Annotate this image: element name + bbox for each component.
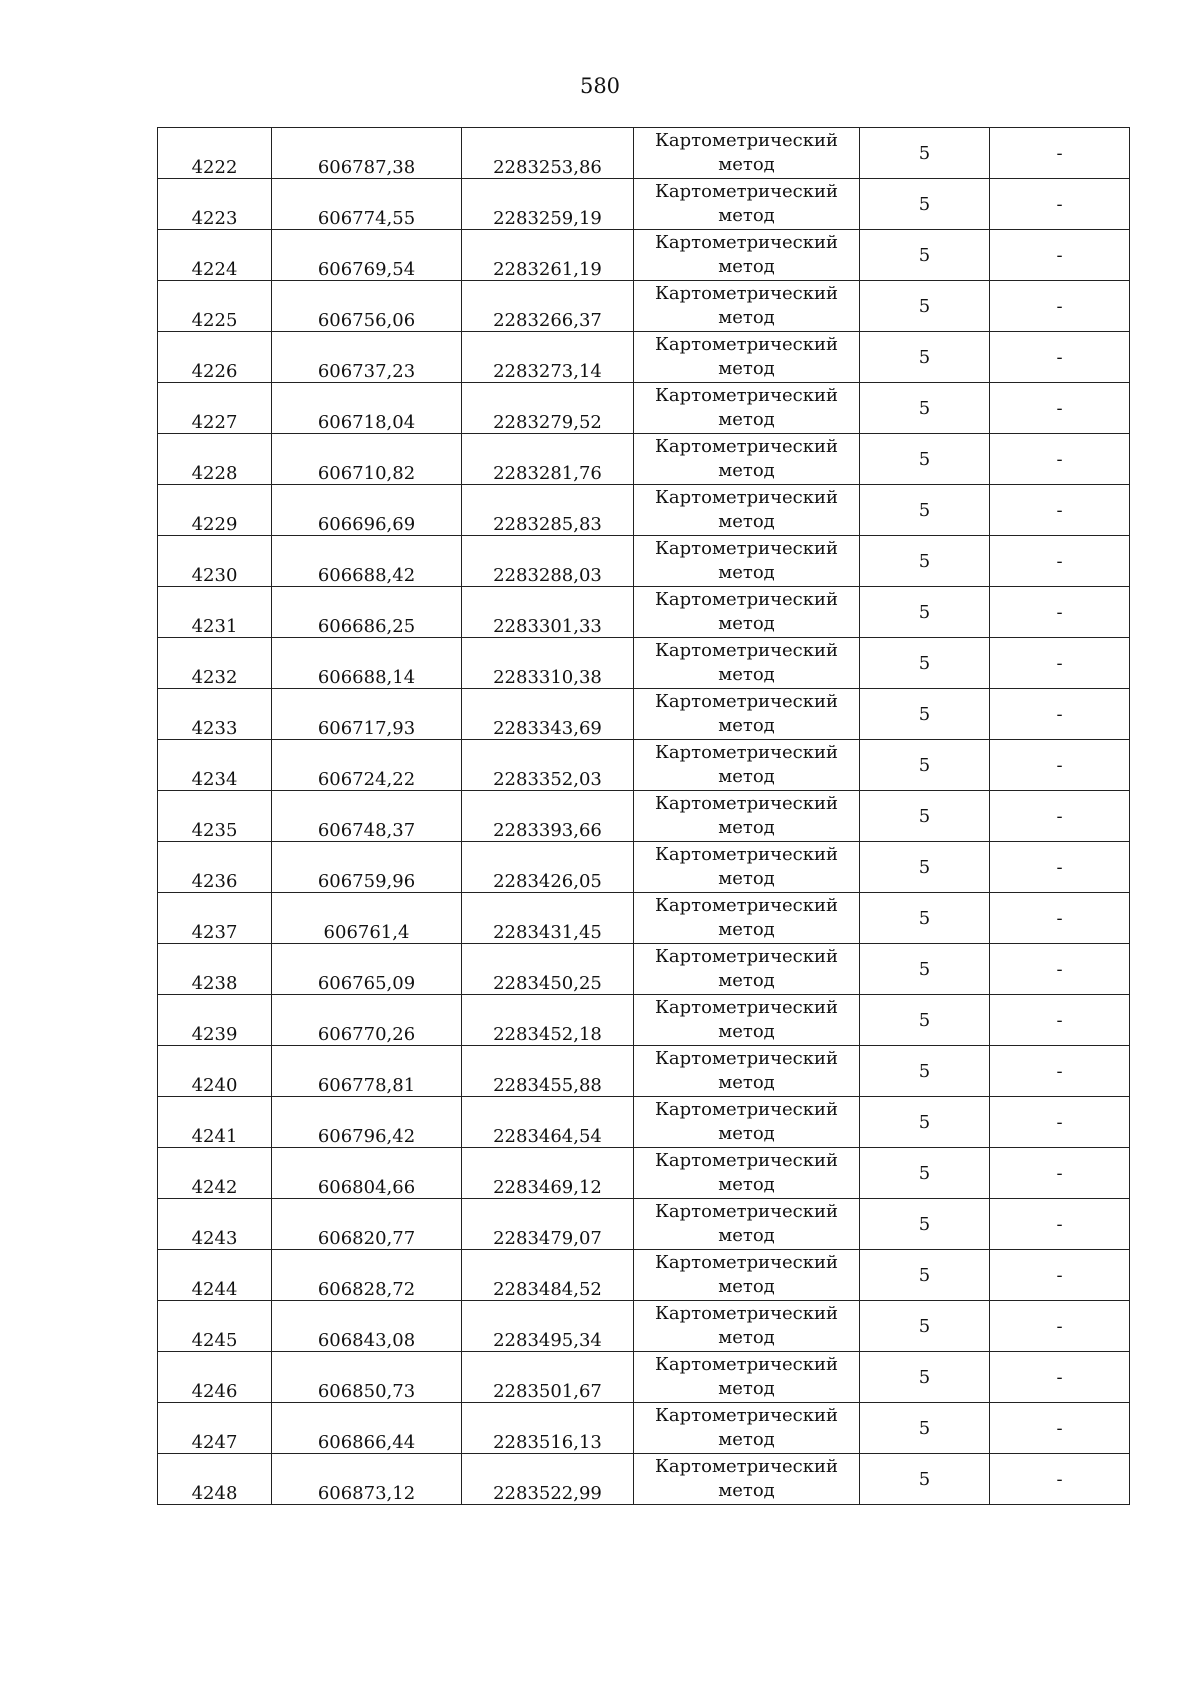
accuracy-cell: 5 bbox=[860, 587, 990, 638]
y-coordinate-cell: 2283310,38 bbox=[462, 638, 634, 689]
method-cell bbox=[634, 587, 860, 638]
method-cell bbox=[634, 893, 860, 944]
table-row bbox=[158, 383, 1130, 434]
x-coordinate-cell: 606710,82 bbox=[272, 434, 462, 485]
table-row bbox=[158, 128, 1130, 179]
method-line-2: метод bbox=[718, 1021, 775, 1042]
x-coordinate-cell: 606820,77 bbox=[272, 1199, 462, 1250]
table-row bbox=[158, 689, 1130, 740]
x-coordinate-cell: 606737,23 bbox=[272, 332, 462, 383]
y-coordinate-cell: 2283426,05 bbox=[462, 842, 634, 893]
y-coordinate-cell: 2283450,25 bbox=[462, 944, 634, 995]
method-line-1: Картометрический bbox=[655, 1405, 838, 1426]
accuracy-cell: 5 bbox=[860, 740, 990, 791]
method-cell bbox=[634, 485, 860, 536]
x-coordinate-cell: 606724,22 bbox=[272, 740, 462, 791]
table-row bbox=[158, 1352, 1130, 1403]
point-number-cell: 4238 bbox=[158, 944, 272, 995]
y-coordinate-cell: 2283273,14 bbox=[462, 332, 634, 383]
method-line-2: метод bbox=[718, 919, 775, 940]
accuracy-cell: 5 bbox=[860, 434, 990, 485]
method-line-1: Картометрический bbox=[655, 1456, 838, 1477]
note-cell: - bbox=[990, 995, 1130, 1046]
method-cell bbox=[634, 128, 860, 179]
table-row bbox=[158, 485, 1130, 536]
accuracy-cell: 5 bbox=[860, 1301, 990, 1352]
method-line-2: метод bbox=[718, 715, 775, 736]
x-coordinate-cell: 606688,42 bbox=[272, 536, 462, 587]
table-row bbox=[158, 791, 1130, 842]
x-coordinate-cell: 606850,73 bbox=[272, 1352, 462, 1403]
note-cell: - bbox=[990, 230, 1130, 281]
method-line-1: Картометрический bbox=[655, 1150, 838, 1171]
method-line-2: метод bbox=[718, 562, 775, 583]
method-line-2: метод bbox=[718, 154, 775, 175]
accuracy-cell: 5 bbox=[860, 1097, 990, 1148]
method-cell bbox=[634, 740, 860, 791]
accuracy-cell: 5 bbox=[860, 944, 990, 995]
method-line-2: метод bbox=[718, 970, 775, 991]
table-row bbox=[158, 995, 1130, 1046]
method-line-1: Картометрический bbox=[655, 742, 838, 763]
x-coordinate-cell: 606828,72 bbox=[272, 1250, 462, 1301]
method-line-1: Картометрический bbox=[655, 1099, 838, 1120]
method-cell bbox=[634, 689, 860, 740]
method-line-2: метод bbox=[718, 409, 775, 430]
x-coordinate-cell: 606796,42 bbox=[272, 1097, 462, 1148]
accuracy-cell: 5 bbox=[860, 791, 990, 842]
note-cell: - bbox=[990, 1097, 1130, 1148]
note-cell: - bbox=[990, 740, 1130, 791]
point-number-cell: 4228 bbox=[158, 434, 272, 485]
y-coordinate-cell: 2283495,34 bbox=[462, 1301, 634, 1352]
accuracy-cell: 5 bbox=[860, 332, 990, 383]
method-line-2: метод bbox=[718, 358, 775, 379]
note-cell: - bbox=[990, 1046, 1130, 1097]
accuracy-cell: 5 bbox=[860, 1352, 990, 1403]
y-coordinate-cell: 2283288,03 bbox=[462, 536, 634, 587]
y-coordinate-cell: 2283501,67 bbox=[462, 1352, 634, 1403]
note-cell: - bbox=[990, 332, 1130, 383]
method-cell bbox=[634, 383, 860, 434]
method-line-2: метод bbox=[718, 256, 775, 277]
note-cell: - bbox=[990, 1352, 1130, 1403]
method-cell bbox=[634, 434, 860, 485]
method-line-1: Картометрический bbox=[655, 181, 838, 202]
y-coordinate-cell: 2283464,54 bbox=[462, 1097, 634, 1148]
accuracy-cell: 5 bbox=[860, 281, 990, 332]
note-cell: - bbox=[990, 383, 1130, 434]
method-cell bbox=[634, 1097, 860, 1148]
method-line-1: Картометрический bbox=[655, 1201, 838, 1222]
note-cell: - bbox=[990, 1301, 1130, 1352]
method-line-2: метод bbox=[718, 1429, 775, 1450]
note-cell: - bbox=[990, 128, 1130, 179]
point-number-cell: 4222 bbox=[158, 128, 272, 179]
x-coordinate-cell: 606843,08 bbox=[272, 1301, 462, 1352]
method-line-1: Картометрический bbox=[655, 385, 838, 406]
table-row bbox=[158, 434, 1130, 485]
note-cell: - bbox=[990, 1403, 1130, 1454]
method-cell bbox=[634, 1148, 860, 1199]
method-cell bbox=[634, 230, 860, 281]
method-line-1: Картометрический bbox=[655, 640, 838, 661]
note-cell: - bbox=[990, 1199, 1130, 1250]
note-cell: - bbox=[990, 536, 1130, 587]
point-number-cell: 4223 bbox=[158, 179, 272, 230]
accuracy-cell: 5 bbox=[860, 383, 990, 434]
accuracy-cell: 5 bbox=[860, 179, 990, 230]
y-coordinate-cell: 2283259,19 bbox=[462, 179, 634, 230]
method-line-1: Картометрический bbox=[655, 334, 838, 355]
accuracy-cell: 5 bbox=[860, 842, 990, 893]
point-number-cell: 4232 bbox=[158, 638, 272, 689]
method-line-2: метод bbox=[718, 307, 775, 328]
table-row bbox=[158, 1097, 1130, 1148]
note-cell: - bbox=[990, 587, 1130, 638]
method-line-1: Картометрический bbox=[655, 1048, 838, 1069]
method-line-1: Картометрический bbox=[655, 691, 838, 712]
accuracy-cell: 5 bbox=[860, 1403, 990, 1454]
x-coordinate-cell: 606717,93 bbox=[272, 689, 462, 740]
table-row bbox=[158, 587, 1130, 638]
y-coordinate-cell: 2283455,88 bbox=[462, 1046, 634, 1097]
method-cell bbox=[634, 536, 860, 587]
point-number-cell: 4224 bbox=[158, 230, 272, 281]
accuracy-cell: 5 bbox=[860, 1148, 990, 1199]
y-coordinate-cell: 2283393,66 bbox=[462, 791, 634, 842]
table-row bbox=[158, 1403, 1130, 1454]
point-number-cell: 4226 bbox=[158, 332, 272, 383]
note-cell: - bbox=[990, 485, 1130, 536]
y-coordinate-cell: 2283469,12 bbox=[462, 1148, 634, 1199]
table-row bbox=[158, 740, 1130, 791]
method-cell bbox=[634, 1454, 860, 1505]
x-coordinate-cell: 606769,54 bbox=[272, 230, 462, 281]
method-cell bbox=[634, 1301, 860, 1352]
table-row bbox=[158, 1301, 1130, 1352]
method-line-1: Картометрический bbox=[655, 1252, 838, 1273]
y-coordinate-cell: 2283261,19 bbox=[462, 230, 634, 281]
method-line-2: метод bbox=[718, 205, 775, 226]
table-row bbox=[158, 281, 1130, 332]
method-line-1: Картометрический bbox=[655, 538, 838, 559]
note-cell: - bbox=[990, 638, 1130, 689]
point-number-cell: 4235 bbox=[158, 791, 272, 842]
accuracy-cell: 5 bbox=[860, 536, 990, 587]
point-number-cell: 4230 bbox=[158, 536, 272, 587]
method-cell bbox=[634, 179, 860, 230]
method-line-2: метод bbox=[718, 1123, 775, 1144]
accuracy-cell: 5 bbox=[860, 995, 990, 1046]
y-coordinate-cell: 2283479,07 bbox=[462, 1199, 634, 1250]
x-coordinate-cell: 606787,38 bbox=[272, 128, 462, 179]
x-coordinate-cell: 606761,4 bbox=[272, 893, 462, 944]
point-number-cell: 4229 bbox=[158, 485, 272, 536]
accuracy-cell: 5 bbox=[860, 1046, 990, 1097]
point-number-cell: 4225 bbox=[158, 281, 272, 332]
table-row bbox=[158, 179, 1130, 230]
table-row bbox=[158, 893, 1130, 944]
accuracy-cell: 5 bbox=[860, 230, 990, 281]
y-coordinate-cell: 2283253,86 bbox=[462, 128, 634, 179]
accuracy-cell: 5 bbox=[860, 1250, 990, 1301]
y-coordinate-cell: 2283452,18 bbox=[462, 995, 634, 1046]
table-row bbox=[158, 230, 1130, 281]
table-row bbox=[158, 536, 1130, 587]
method-line-1: Картометрический bbox=[655, 895, 838, 916]
note-cell: - bbox=[990, 434, 1130, 485]
y-coordinate-cell: 2283281,76 bbox=[462, 434, 634, 485]
note-cell: - bbox=[990, 944, 1130, 995]
table-body bbox=[158, 128, 1130, 1505]
method-line-1: Картометрический bbox=[655, 997, 838, 1018]
x-coordinate-cell: 606759,96 bbox=[272, 842, 462, 893]
note-cell: - bbox=[990, 1148, 1130, 1199]
method-cell bbox=[634, 332, 860, 383]
y-coordinate-cell: 2283522,99 bbox=[462, 1454, 634, 1505]
point-number-cell: 4240 bbox=[158, 1046, 272, 1097]
table-row bbox=[158, 1046, 1130, 1097]
accuracy-cell: 5 bbox=[860, 893, 990, 944]
method-cell bbox=[634, 1250, 860, 1301]
point-number-cell: 4244 bbox=[158, 1250, 272, 1301]
x-coordinate-cell: 606718,04 bbox=[272, 383, 462, 434]
method-cell bbox=[634, 638, 860, 689]
method-line-1: Картометрический bbox=[655, 844, 838, 865]
method-line-1: Картометрический bbox=[655, 1354, 838, 1375]
method-line-2: метод bbox=[718, 664, 775, 685]
method-line-1: Картометрический bbox=[655, 1303, 838, 1324]
coordinates-table bbox=[157, 127, 1130, 1505]
method-line-2: метод bbox=[718, 817, 775, 838]
point-number-cell: 4236 bbox=[158, 842, 272, 893]
y-coordinate-cell: 2283301,33 bbox=[462, 587, 634, 638]
method-line-2: метод bbox=[718, 613, 775, 634]
point-number-cell: 4241 bbox=[158, 1097, 272, 1148]
note-cell: - bbox=[990, 1454, 1130, 1505]
note-cell: - bbox=[990, 689, 1130, 740]
y-coordinate-cell: 2283431,45 bbox=[462, 893, 634, 944]
method-line-2: метод bbox=[718, 1276, 775, 1297]
y-coordinate-cell: 2283343,69 bbox=[462, 689, 634, 740]
method-cell bbox=[634, 944, 860, 995]
method-line-1: Картометрический bbox=[655, 232, 838, 253]
method-line-1: Картометрический bbox=[655, 946, 838, 967]
method-line-2: метод bbox=[718, 1072, 775, 1093]
method-line-2: метод bbox=[718, 1174, 775, 1195]
method-line-1: Картометрический bbox=[655, 283, 838, 304]
x-coordinate-cell: 606696,69 bbox=[272, 485, 462, 536]
x-coordinate-cell: 606686,25 bbox=[272, 587, 462, 638]
note-cell: - bbox=[990, 791, 1130, 842]
note-cell: - bbox=[990, 179, 1130, 230]
point-number-cell: 4227 bbox=[158, 383, 272, 434]
method-cell bbox=[634, 842, 860, 893]
note-cell: - bbox=[990, 893, 1130, 944]
method-line-2: метод bbox=[718, 511, 775, 532]
method-line-2: метод bbox=[718, 766, 775, 787]
method-cell bbox=[634, 1403, 860, 1454]
accuracy-cell: 5 bbox=[860, 1199, 990, 1250]
method-cell bbox=[634, 995, 860, 1046]
point-number-cell: 4234 bbox=[158, 740, 272, 791]
method-line-1: Картометрический bbox=[655, 487, 838, 508]
x-coordinate-cell: 606770,26 bbox=[272, 995, 462, 1046]
accuracy-cell: 5 bbox=[860, 1454, 990, 1505]
point-number-cell: 4245 bbox=[158, 1301, 272, 1352]
table-row bbox=[158, 1454, 1130, 1505]
method-cell bbox=[634, 281, 860, 332]
table-row bbox=[158, 1250, 1130, 1301]
y-coordinate-cell: 2283279,52 bbox=[462, 383, 634, 434]
x-coordinate-cell: 606778,81 bbox=[272, 1046, 462, 1097]
method-line-2: метод bbox=[718, 460, 775, 481]
method-line-1: Картометрический bbox=[655, 436, 838, 457]
method-line-2: метод bbox=[718, 868, 775, 889]
table-row bbox=[158, 1199, 1130, 1250]
accuracy-cell: 5 bbox=[860, 485, 990, 536]
point-number-cell: 4248 bbox=[158, 1454, 272, 1505]
table-row bbox=[158, 944, 1130, 995]
point-number-cell: 4239 bbox=[158, 995, 272, 1046]
table-row bbox=[158, 332, 1130, 383]
point-number-cell: 4231 bbox=[158, 587, 272, 638]
x-coordinate-cell: 606756,06 bbox=[272, 281, 462, 332]
y-coordinate-cell: 2283516,13 bbox=[462, 1403, 634, 1454]
x-coordinate-cell: 606804,66 bbox=[272, 1148, 462, 1199]
method-line-2: метод bbox=[718, 1327, 775, 1348]
point-number-cell: 4247 bbox=[158, 1403, 272, 1454]
y-coordinate-cell: 2283352,03 bbox=[462, 740, 634, 791]
note-cell: - bbox=[990, 1250, 1130, 1301]
point-number-cell: 4242 bbox=[158, 1148, 272, 1199]
method-line-1: Картометрический bbox=[655, 793, 838, 814]
table-row bbox=[158, 638, 1130, 689]
method-line-2: метод bbox=[718, 1225, 775, 1246]
note-cell: - bbox=[990, 842, 1130, 893]
x-coordinate-cell: 606765,09 bbox=[272, 944, 462, 995]
method-cell bbox=[634, 1199, 860, 1250]
accuracy-cell: 5 bbox=[860, 689, 990, 740]
method-cell bbox=[634, 791, 860, 842]
table-row bbox=[158, 842, 1130, 893]
point-number-cell: 4233 bbox=[158, 689, 272, 740]
accuracy-cell: 5 bbox=[860, 638, 990, 689]
method-line-2: метод bbox=[718, 1480, 775, 1501]
point-number-cell: 4246 bbox=[158, 1352, 272, 1403]
table-row bbox=[158, 1148, 1130, 1199]
accuracy-cell: 5 bbox=[860, 128, 990, 179]
x-coordinate-cell: 606873,12 bbox=[272, 1454, 462, 1505]
page-number: 580 bbox=[579, 74, 621, 98]
method-line-2: метод bbox=[718, 1378, 775, 1399]
point-number-cell: 4243 bbox=[158, 1199, 272, 1250]
x-coordinate-cell: 606748,37 bbox=[272, 791, 462, 842]
y-coordinate-cell: 2283285,83 bbox=[462, 485, 634, 536]
x-coordinate-cell: 606688,14 bbox=[272, 638, 462, 689]
method-line-1: Картометрический bbox=[655, 130, 838, 151]
method-cell bbox=[634, 1046, 860, 1097]
x-coordinate-cell: 606866,44 bbox=[272, 1403, 462, 1454]
method-line-1: Картометрический bbox=[655, 589, 838, 610]
method-cell bbox=[634, 1352, 860, 1403]
y-coordinate-cell: 2283484,52 bbox=[462, 1250, 634, 1301]
point-number-cell: 4237 bbox=[158, 893, 272, 944]
y-coordinate-cell: 2283266,37 bbox=[462, 281, 634, 332]
note-cell: - bbox=[990, 281, 1130, 332]
x-coordinate-cell: 606774,55 bbox=[272, 179, 462, 230]
